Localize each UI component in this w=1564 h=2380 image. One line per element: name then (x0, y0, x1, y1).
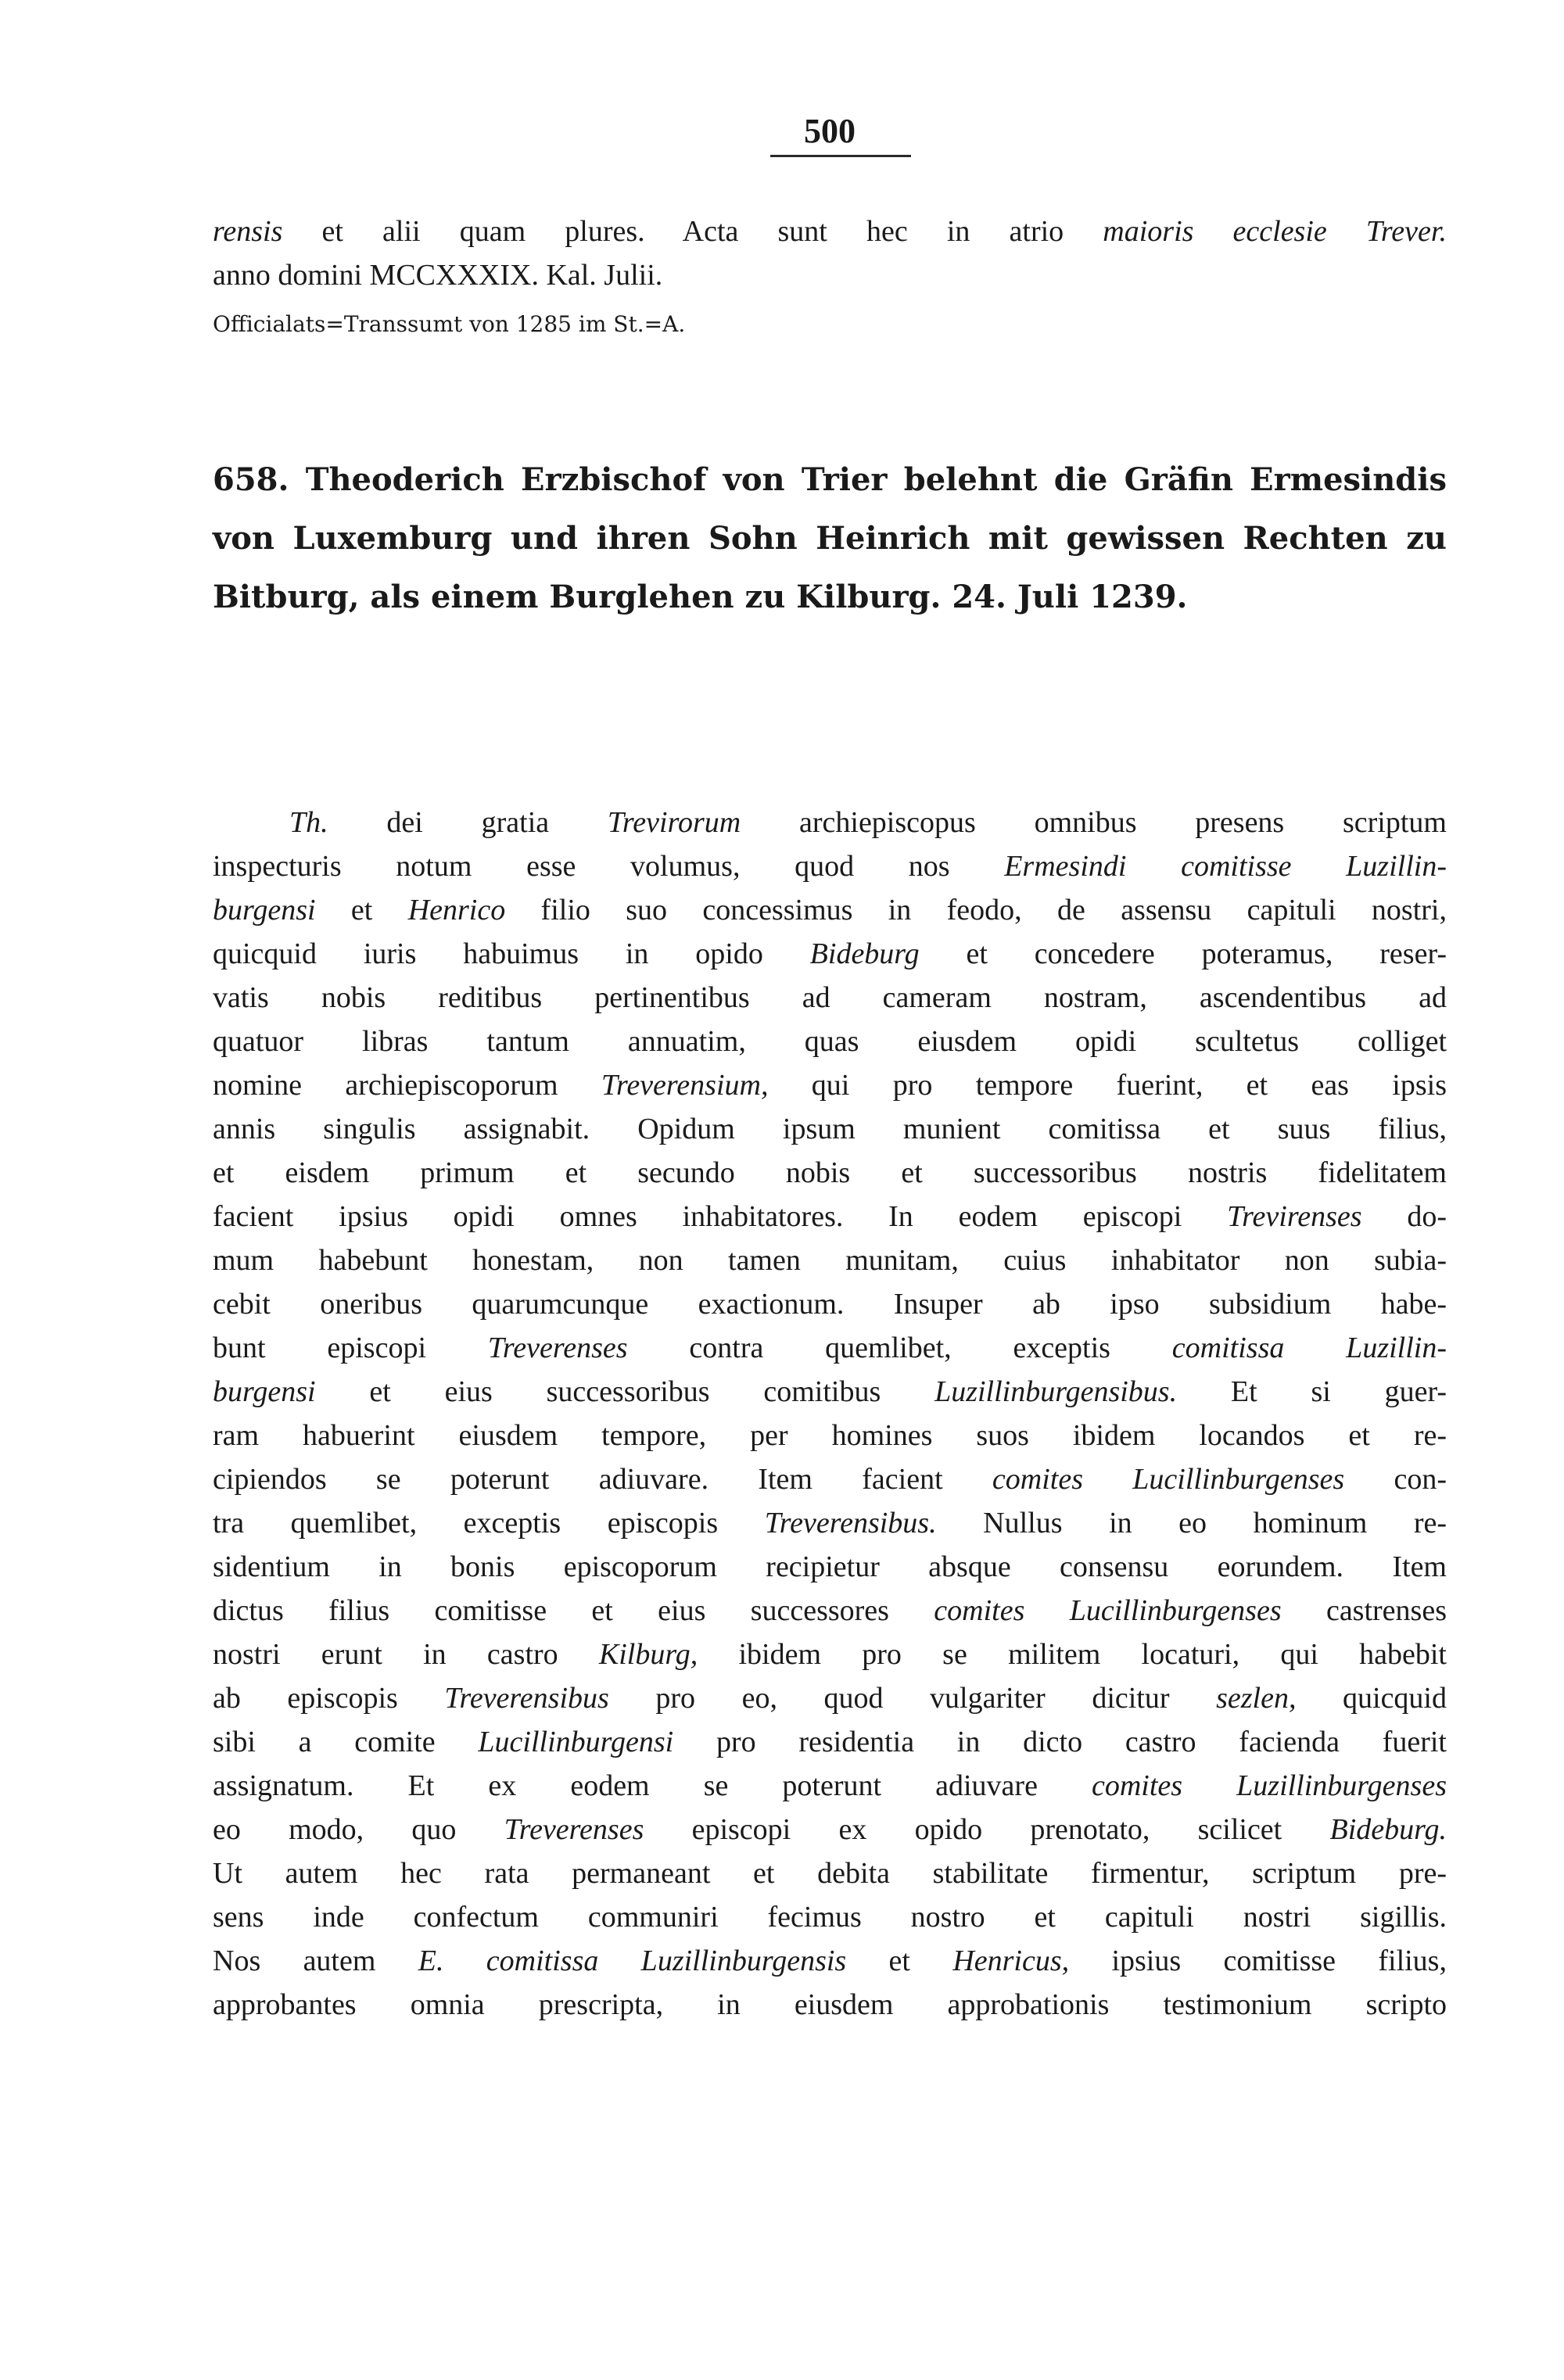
italic-segment: comites Luzillinburgenses (1092, 1769, 1447, 1802)
body-line (213, 1195, 1447, 1238)
charter-heading (213, 450, 1447, 626)
body-line (213, 1457, 1447, 1501)
text-segment: do- (1361, 1200, 1447, 1233)
italic-segment: Ermesindi comitisse Luzillin- (1004, 850, 1447, 883)
body-line (213, 976, 1447, 1020)
body-line (213, 1326, 1447, 1370)
text-segment: contra quemlibet, exceptis (627, 1332, 1172, 1364)
page-number: 500 (804, 112, 856, 150)
text-segment: Nos autem (213, 1945, 418, 1977)
body-line (213, 801, 1447, 844)
body-line (213, 1589, 1447, 1633)
body-line (213, 1238, 1447, 1282)
text-segment: quicquid iuris habuimus in opido (213, 937, 810, 970)
italic-segment: Lucillinburgensi (478, 1726, 674, 1758)
italic-segment: Bideburg. (1329, 1813, 1447, 1846)
italic-segment: maioris ecclesie Trever. (1103, 215, 1447, 248)
italic-segment: E. comitissa Luzillinburgensis (418, 1945, 847, 1977)
text-segment: ibidem pro se militem locaturi, qui habebit (698, 1638, 1447, 1671)
body-line (213, 1107, 1447, 1151)
body-line (213, 1939, 1447, 1983)
text-segment: annis singulis assignabit. Opidum ipsum munient comitissa et suus filius, (213, 1113, 1447, 1145)
body-line (213, 1720, 1447, 1764)
page-number-rule (770, 155, 911, 157)
charter-body (213, 801, 1447, 2027)
text-segment: nostri erunt in castro (213, 1638, 599, 1671)
text-segment: archiepiscopus omnibus presens scriptum (741, 806, 1447, 839)
text-segment: inspecturis notum esse volumus, quod nos (213, 850, 1005, 883)
text-segment: dei gratia (328, 806, 608, 839)
body-line (213, 932, 1447, 976)
text-segment: et eisdem primum et secundo nobis et successoribus nostris fidelitatem (213, 1156, 1447, 1189)
body-line (213, 1764, 1447, 1808)
text-segment: assignatum. Et ex eodem se poterunt adiuvare (213, 1769, 1092, 1802)
italic-segment: Treverensibus. (764, 1507, 937, 1539)
body-line (213, 1895, 1447, 1939)
italic-segment: Treverensibus (444, 1682, 609, 1715)
text-segment: cebit oneribus quarumcunque exactionum. Insuper ab ipso subsidium habe- (213, 1288, 1447, 1321)
heading-line (213, 450, 1447, 509)
italic-segment: Kilburg, (598, 1638, 698, 1671)
italic-segment: Bideburg (809, 937, 920, 970)
text-line (213, 210, 1447, 253)
source-note: Officialats=Transsumt von 1285 im St.=A. (213, 311, 686, 337)
heading-text: Theoderich Erzbischof von Trier belehnt die Gräfin Ermesindis (305, 461, 1447, 498)
text-segment: approbantes omnia prescripta, in eiusdem approbationis testimonium scripto (213, 1988, 1447, 2021)
body-line (213, 1370, 1447, 1414)
body-line (213, 1151, 1447, 1195)
body-line (213, 1808, 1447, 1851)
text-segment: pro eo, quod vulgariter dicitur (608, 1682, 1217, 1715)
body-line (213, 1633, 1447, 1676)
italic-segment: comitissa Luzillin- (1171, 1332, 1447, 1364)
text-segment: bunt episcopi (213, 1332, 488, 1364)
body-line (213, 1414, 1447, 1457)
italic-segment: rensis (213, 215, 283, 248)
text-segment: et concedere poteramus, reser- (919, 937, 1447, 970)
text-segment: nomine archiepiscoporum (213, 1069, 601, 1102)
body-line (213, 1851, 1447, 1895)
heading-line: Bitburg, als einem Burglehen zu Kilburg. 24. Juli 1239. (213, 579, 1188, 615)
body-line (213, 1545, 1447, 1589)
text-segment: episcopi ex opido prenotato, scilicet (644, 1813, 1330, 1846)
text-segment: facient ipsius opidi omnes inhabitatores. In eodem episcopi (213, 1200, 1228, 1233)
italic-segment: Luzillinburgensibus. (934, 1375, 1178, 1408)
text-segment: sibi a comite (213, 1726, 479, 1758)
body-line (213, 1983, 1447, 2027)
text-segment: sidentium in bonis episcoporum recipietur absque consensu eorundem. Item (213, 1550, 1447, 1583)
body-line (213, 1282, 1447, 1326)
italic-segment: Treverenses (487, 1332, 628, 1364)
text-segment: et alii quam plures. Acta sunt hec in atrio (282, 215, 1103, 248)
text-segment: eo modo, quo (213, 1813, 504, 1846)
text-segment: vatis nobis reditibus pertinentibus ad cameram nostram, ascendentibus ad (213, 981, 1447, 1014)
text-segment: pro residentia in dicto castro facienda fuerit (673, 1726, 1447, 1758)
text-segment: Nullus in eo hominum re- (936, 1507, 1447, 1539)
body-line (213, 1063, 1447, 1107)
text-segment: cipiendos se poterunt adiuvare. Item facient (213, 1463, 992, 1496)
text-segment: castrenses (1281, 1594, 1447, 1627)
italic-segment: comites Lucillinburgenses (934, 1594, 1282, 1627)
text-segment: con- (1344, 1463, 1447, 1496)
text-segment: et (846, 1945, 953, 1977)
body-line (213, 844, 1447, 888)
italic-segment: sezlen, (1216, 1682, 1297, 1715)
body-line (213, 888, 1447, 932)
body-line (213, 1501, 1447, 1545)
italic-segment: Henrico (407, 894, 506, 927)
text-segment: et eius successoribus comitibus (315, 1375, 935, 1408)
text-segment: anno domini MCCXXXIX. Kal. Julii. (213, 259, 663, 292)
text-segment: et (315, 894, 408, 927)
body-line (213, 1020, 1447, 1063)
italic-segment: burgensi (213, 1375, 316, 1408)
italic-segment: Henricus, (952, 1945, 1070, 1977)
italic-segment: Trevirenses (1227, 1200, 1362, 1233)
text-segment: Ut autem hec rata permaneant et debita stabilitate firmentur, scriptum pre- (213, 1857, 1447, 1890)
text-segment: quicquid (1296, 1682, 1447, 1715)
italic-segment: Treverenses (504, 1813, 644, 1846)
previous-document-text (213, 210, 1447, 297)
charter-number: 658. (213, 461, 289, 498)
text-segment: ram habuerint eiusdem tempore, per homines suos ibidem locandos et re- (213, 1419, 1447, 1452)
italic-segment: Treverensium, (601, 1069, 769, 1102)
text-segment: filio suo concessimus in feodo, de assensu capituli nostri, (505, 894, 1447, 927)
text-segment: sens inde confectum communiri fecimus nostro et capituli nostri sigillis. (213, 1901, 1447, 1934)
italic-segment: Th. (289, 806, 328, 839)
text-line (213, 253, 1447, 297)
text-segment: quatuor libras tantum annuatim, quas eiusdem opidi scultetus colliget (213, 1025, 1447, 1058)
body-line (213, 1676, 1447, 1720)
heading-line: von Luxemburg und ihren Sohn Heinrich mit gewissen Rechten zu (213, 520, 1447, 557)
text-segment: ipsius comitisse filius, (1069, 1945, 1447, 1977)
italic-segment: Trevirorum (607, 806, 741, 839)
italic-segment: burgensi (213, 894, 316, 927)
text-segment: qui pro tempore fuerint, et eas ipsis (768, 1069, 1447, 1102)
italic-segment: comites Lucillinburgenses (992, 1463, 1345, 1496)
text-segment: tra quemlibet, exceptis episcopis (213, 1507, 765, 1539)
text-segment: ab episcopis (213, 1682, 445, 1715)
text-segment: Et si guer- (1177, 1375, 1447, 1408)
text-segment: dictus filius comitisse et eius successores (213, 1594, 934, 1627)
text-segment: mum habebunt honestam, non tamen munitam, cuius inhabitator non subia- (213, 1244, 1447, 1277)
